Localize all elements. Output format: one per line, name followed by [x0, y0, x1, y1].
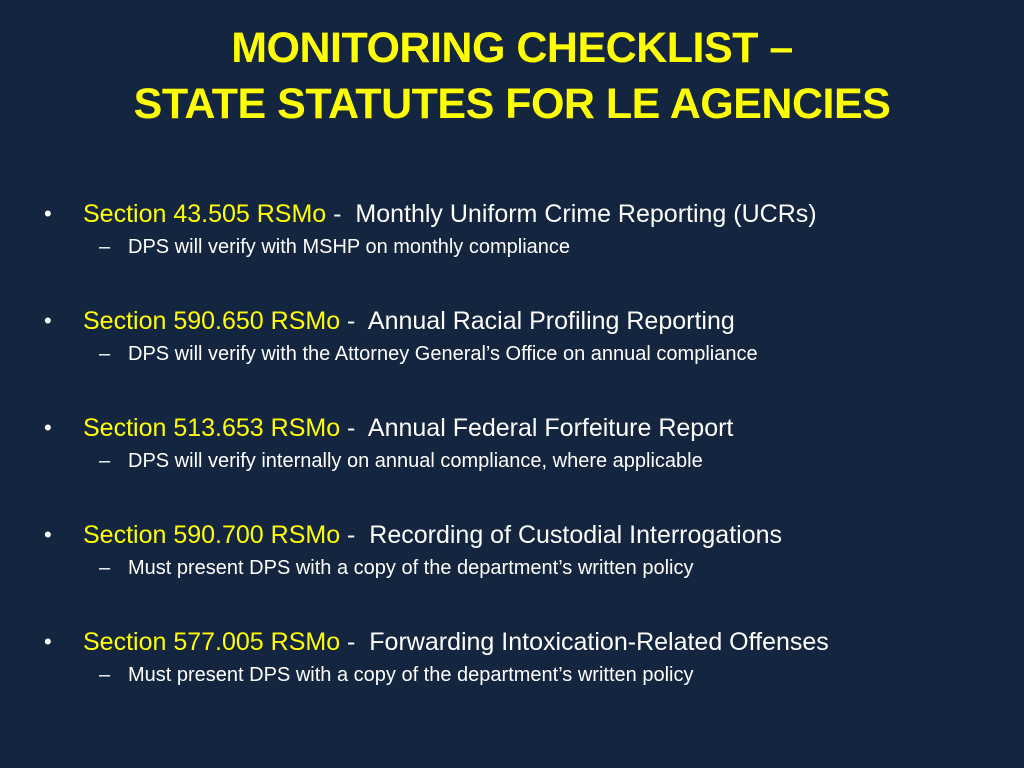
checklist-item [0, 517, 1024, 624]
title-line-1: MONITORING CHECKLIST – [231, 24, 793, 72]
statute-section: Section 513.653 RSMo [83, 414, 341, 442]
dash-icon: – [99, 557, 111, 579]
dash-icon: – [99, 343, 111, 365]
statute-section: Section 590.650 RSMo [83, 307, 341, 335]
separator: - [340, 414, 368, 442]
statute-section: Section 577.005 RSMo [83, 628, 341, 656]
checklist-item [0, 196, 1024, 303]
statute-section: Section 43.505 RSMo [83, 200, 327, 228]
statute-section: Section 590.700 RSMo [83, 521, 341, 549]
slide-title [0, 20, 1024, 132]
bullet-icon: • [44, 308, 52, 333]
statute-description: Monthly Uniform Crime Reporting (UCRs) [355, 200, 817, 228]
checklist-item [0, 624, 1024, 731]
bullet-text [83, 517, 782, 553]
separator: - [340, 521, 370, 549]
checklist-item [0, 303, 1024, 410]
bullet-text [83, 410, 733, 446]
checklist [0, 196, 1024, 731]
bullet-text [83, 624, 829, 660]
sub-bullet-text: DPS will verify internally on annual compliance, where applicable [128, 450, 703, 472]
sub-bullet-text: Must present DPS with a copy of the department’s written policy [128, 664, 694, 686]
checklist-item [0, 410, 1024, 517]
separator: - [326, 200, 356, 228]
title-line-2: STATE STATUTES FOR LE AGENCIES [133, 80, 891, 128]
bullet-icon: • [44, 201, 52, 226]
bullet-text [83, 303, 735, 339]
bullet-icon: • [44, 415, 52, 440]
sub-bullet-text: DPS will verify with MSHP on monthly compliance [128, 236, 571, 258]
statute-description: Forwarding Intoxication-Related Offenses [369, 628, 829, 656]
sub-bullet-text: DPS will verify with the Attorney General’s Office on annual compliance [128, 343, 758, 365]
statute-description: Annual Racial Profiling Reporting [367, 307, 735, 335]
statute-description: Recording of Custodial Interrogations [369, 521, 783, 549]
separator: - [340, 628, 370, 656]
bullet-icon: • [44, 629, 52, 654]
bullet-text [83, 196, 817, 232]
separator: - [340, 307, 368, 335]
dash-icon: – [99, 664, 111, 686]
statute-description: Annual Federal Forfeiture Report [367, 414, 734, 442]
bullet-icon: • [44, 522, 52, 547]
dash-icon: – [99, 450, 111, 472]
dash-icon: – [99, 236, 111, 258]
sub-bullet-text: Must present DPS with a copy of the department’s written policy [128, 557, 694, 579]
